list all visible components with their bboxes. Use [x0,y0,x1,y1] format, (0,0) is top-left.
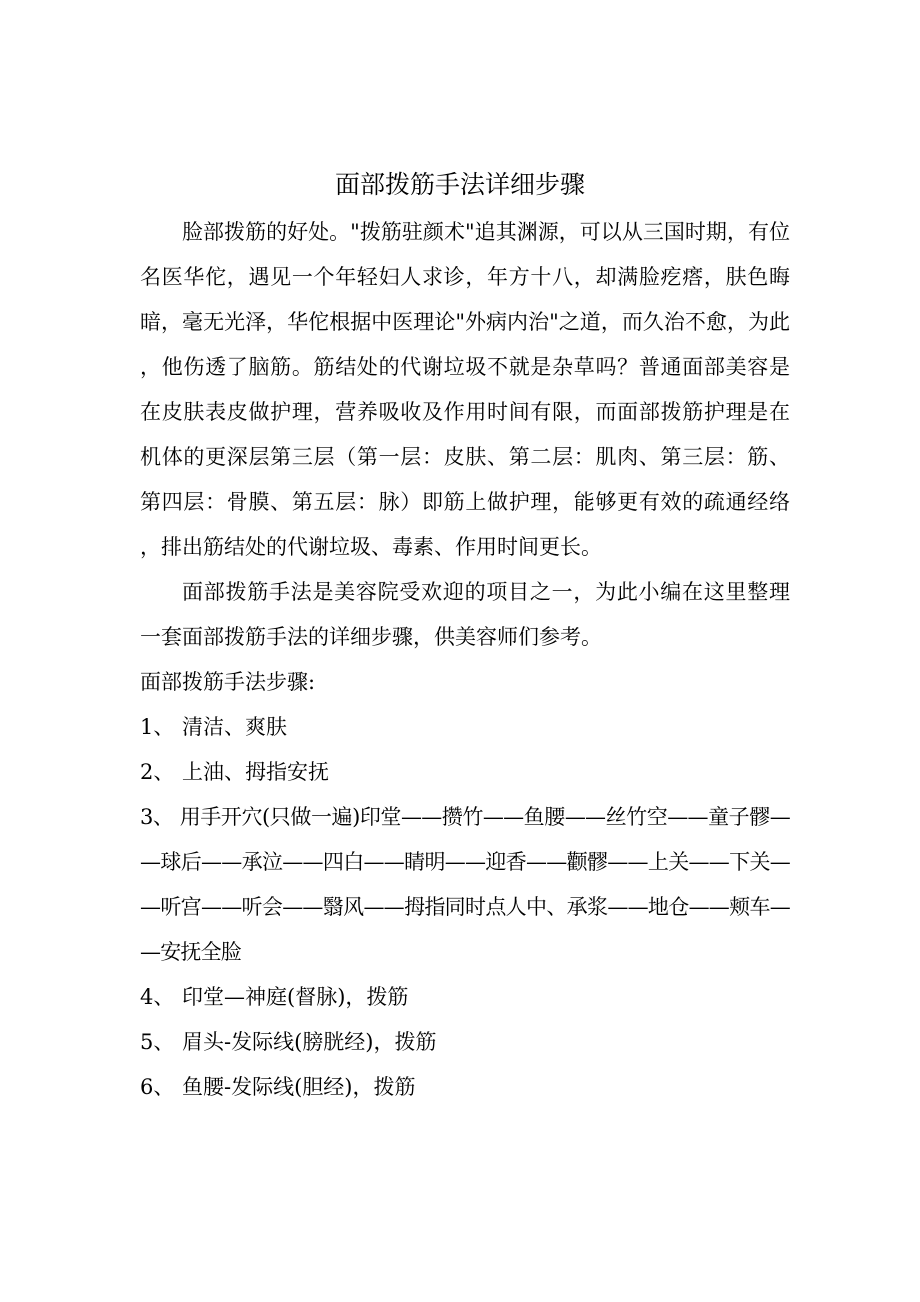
step-text: 眉头-发际线(膀胱经)，拨筋 [182,1030,437,1054]
step-number: 6、 [140,1075,175,1099]
step-item-5 [140,1020,790,1065]
step-text: 鱼腰-发际线(胆经)，拨筋 [182,1075,416,1099]
step-number: 3、 [140,805,174,829]
step-item-4 [140,975,790,1020]
step-number: 5、 [140,1030,175,1054]
step-item-3 [140,795,790,975]
document-body [140,210,790,1110]
step-item-1 [140,705,790,750]
step-number: 1、 [140,715,175,739]
intro-paragraph: 脸部拨筋的好处。"拨筋驻颜术"追其渊源，可以从三国时期，有位名医华佗，遇见一个年轻妇人求诊，年方十八，却满脸疙瘩，肤色晦暗，毫无光泽，华佗根据中医理论"外病内治"之道，而久治不愈，为此，他伤透了脑筋。筋结处的代谢垃圾不就是杂草吗？普通面部美容是在皮肤表皮做护理，营养吸收及作用时间有限，而面部拨筋护理是在机体的更深层第三层（第一层：皮肤、第二层：肌肉、第三层：筋、第四层：骨膜、第五层：脉）即筋上做护理，能够更有效的疏通经络，排出筋结处的代谢垃圾、毒素、作用时间更长。 [140,220,790,559]
step-text: 清洁、爽肤 [182,715,287,739]
step-text: 上油、拇指安抚 [182,760,329,784]
step-text: 用手开穴(只做一遍)印堂——攒竹——鱼腰——丝竹空——童子髎——球后——承泣——四白——睛明——迎香——颧髎——上关——下关——听宫——听会——翳风——拇指同时点人中、承浆——地仓——颊车——安抚全脸 [140,805,790,964]
step-text: 印堂—神庭(督脉)，拨筋 [182,985,409,1009]
step-item-6 [140,1065,790,1110]
step-number: 2、 [140,760,175,784]
document-title: 面部拨筋手法详细步骤 [334,170,585,199]
step-item-2 [140,750,790,795]
step-number: 4、 [140,985,175,1009]
second-paragraph: 面部拨筋手法是美容院受欢迎的项目之一，为此小编在这里整理一套面部拨筋手法的详细步骤，供美容师们参考。 [140,580,790,649]
steps-heading: 面部拨筋手法步骤: [140,670,316,694]
